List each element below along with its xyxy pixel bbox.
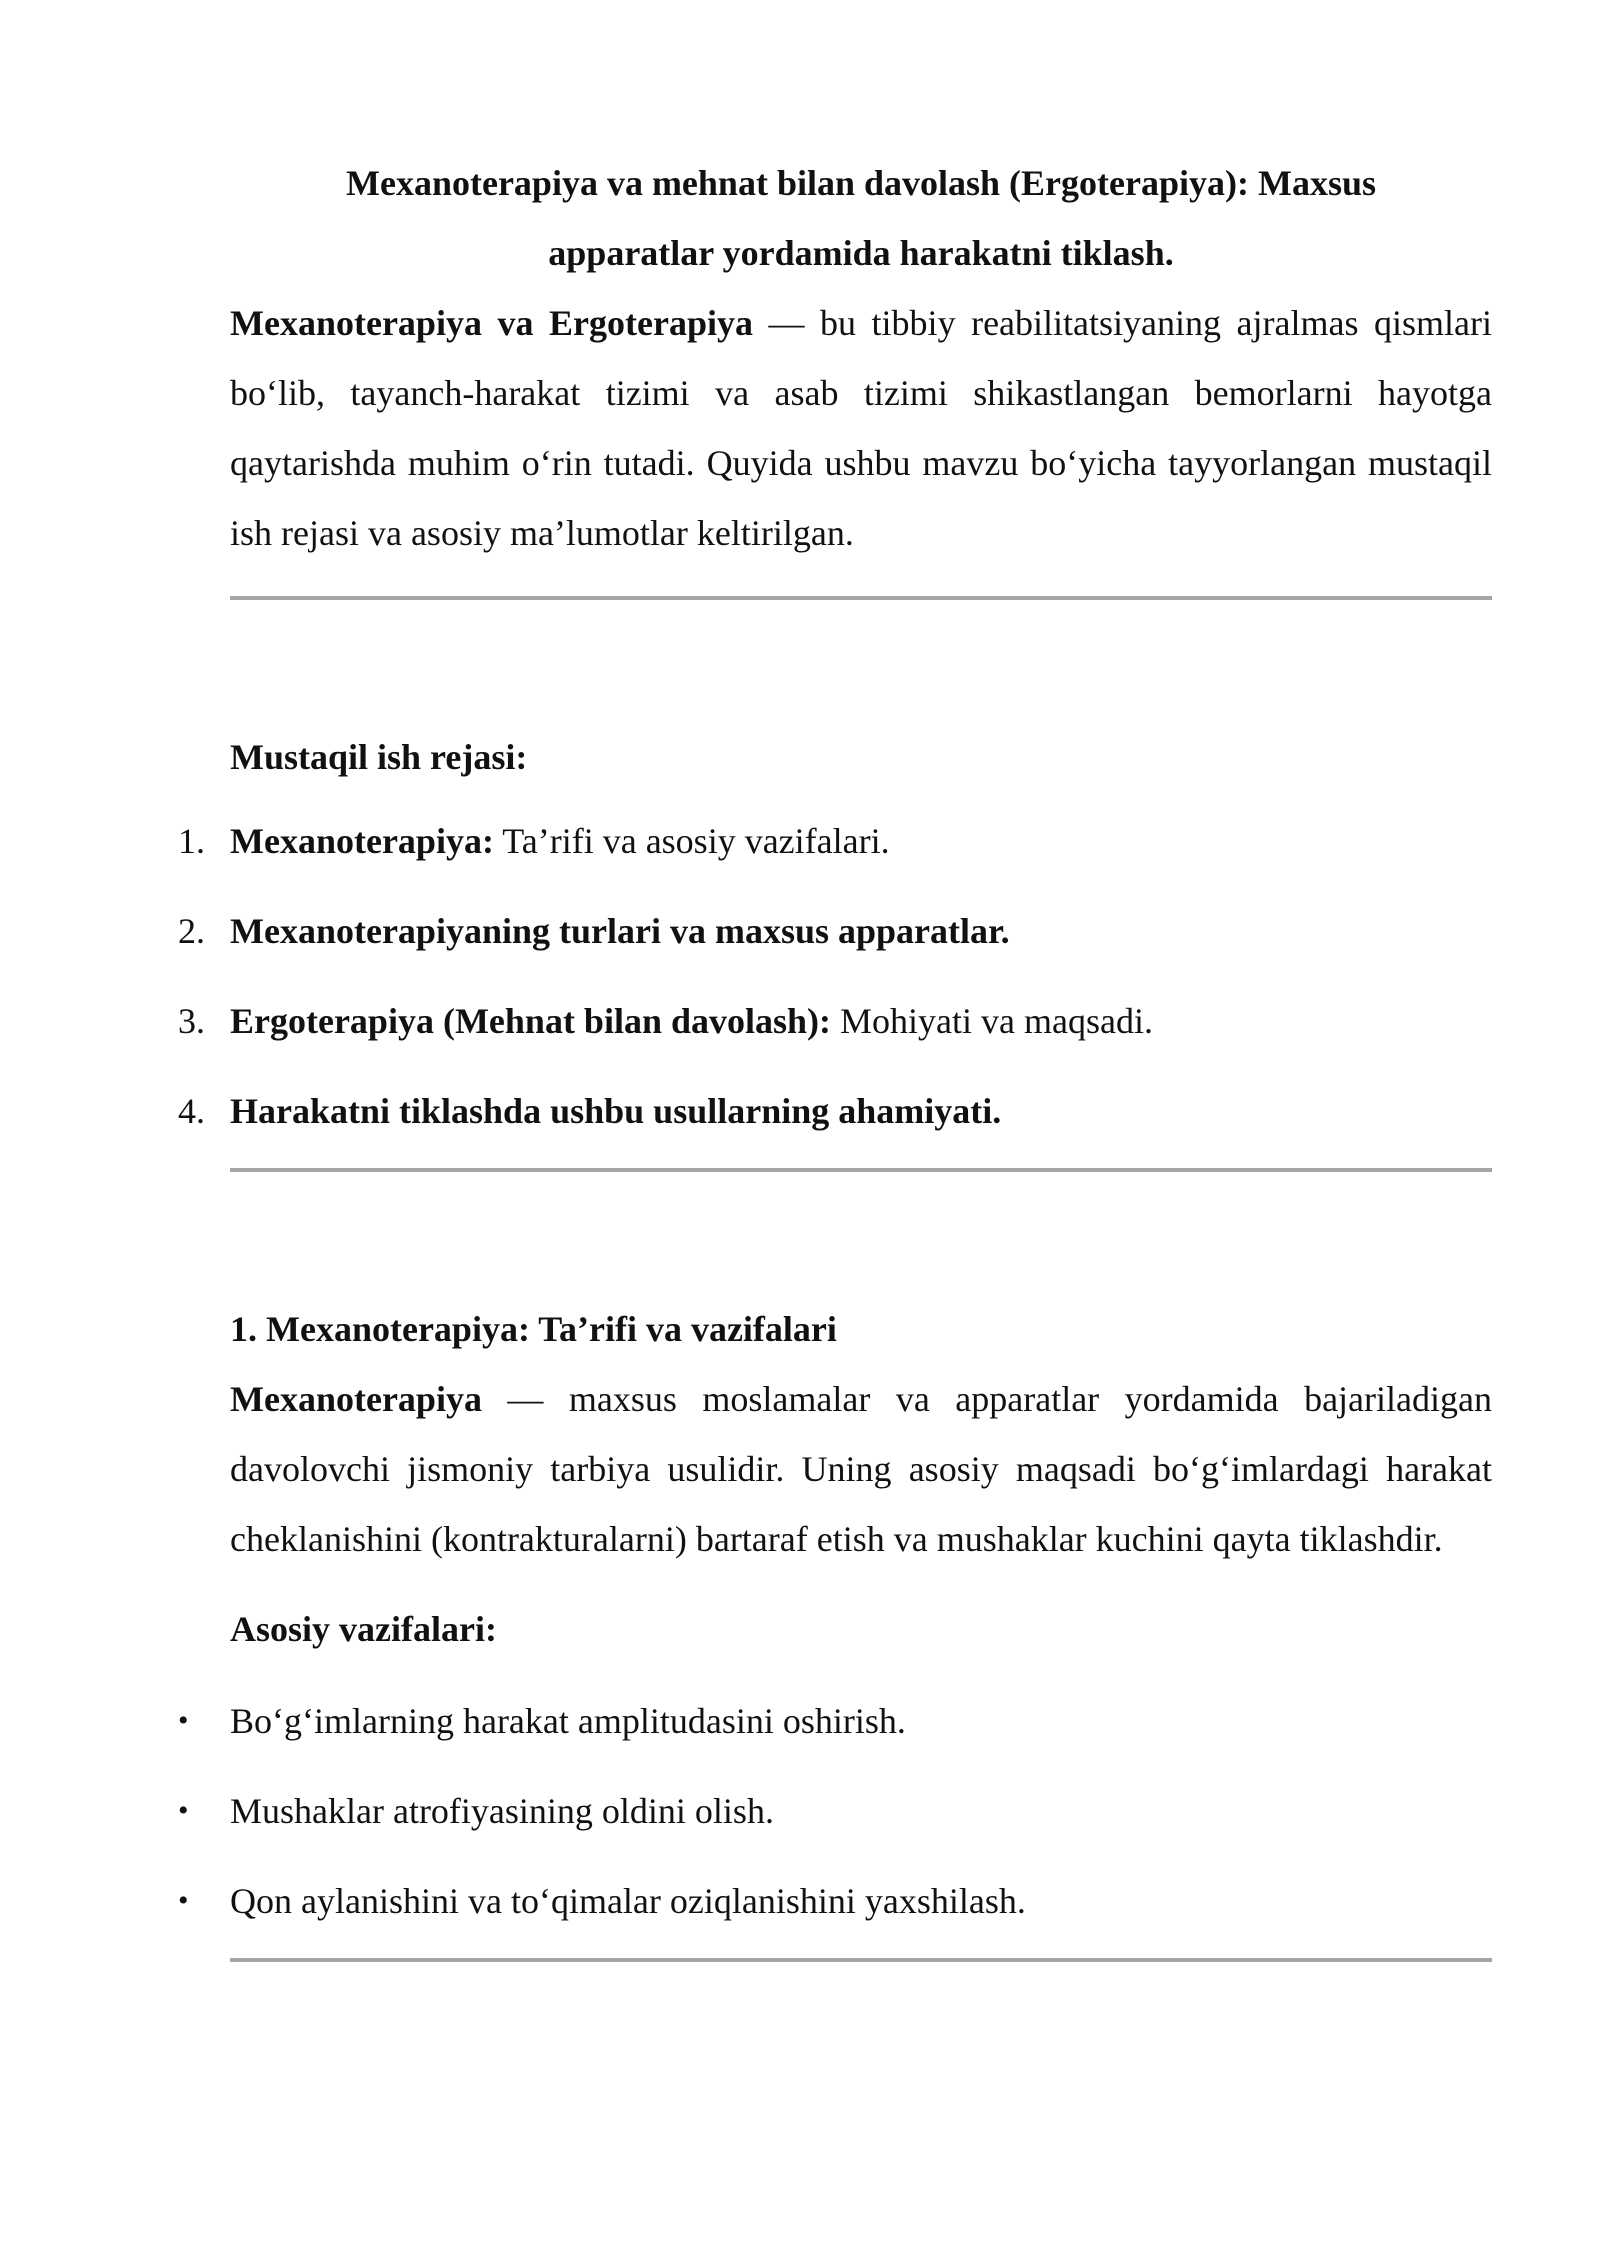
plan-item-bold: Mexanoterapiya: (230, 821, 494, 861)
task-item (178, 1766, 1492, 1856)
divider-2 (230, 1168, 1492, 1172)
plan-item-number: 4. (178, 1091, 205, 1131)
tasks-heading: Asosiy vazifalari: (230, 1609, 497, 1649)
plan-heading: Mustaqil ish rejasi: (230, 737, 528, 777)
intro-text: — bu tibbiy reabilitatsiyaning ajralmas qismlari bo‘lib, tayanch-harakat tizimi va asab tizimi shikastlangan bemorlarni hayotga qaytarishda muhim o‘rin tutadi. Quyida ushbu mavzu bo‘yicha tayyorlangan mustaqil ish rejasi va asosiy ma’lumotlar keltirilgan. (230, 303, 1492, 553)
plan-item-bold: Ergoterapiya (Mehnat bilan davolash): (230, 1001, 832, 1041)
plan-item-rest: Ta’rifi va asosiy vazifalari. (493, 821, 890, 861)
intro-paragraph (230, 288, 1492, 568)
bullet-icon: • (178, 1794, 189, 1827)
section1-text: — maxsus moslamalar va apparatlar yordamida bajariladigan davolovchi jismoniy tarbiya usulidir. Uning asosiy maqsadi bo‘g‘imlardagi harakat cheklanishini (kontrakturalarni) bartaraf etish va mushaklar kuchini qayta tiklashdir. (230, 1379, 1492, 1559)
plan-item-rest: Mohiyati va maqsadi. (831, 1001, 1153, 1041)
plan-item-number: 1. (178, 821, 205, 861)
plan-list (178, 796, 1492, 1156)
plan-item (178, 976, 1492, 1066)
plan-item-number: 2. (178, 911, 205, 951)
document-body (178, 148, 1492, 1962)
section1-heading: 1. Mexanoterapiya: Ta’rifi va vazifalari (230, 1309, 837, 1349)
task-text: Mushaklar atrofiyasining oldini olish. (230, 1791, 774, 1831)
intro-lead: Mexanoterapiya va Ergoterapiya (230, 303, 753, 343)
plan-item (178, 886, 1492, 976)
plan-item (178, 1066, 1492, 1156)
section1-lead: Mexanoterapiya (230, 1379, 482, 1419)
document-title: Mexanoterapiya va mehnat bilan davolash (Ergoterapiya): Maxsus apparatlar yordamida harakatni tiklash. (346, 163, 1376, 273)
plan-item (178, 796, 1492, 886)
plan-item-number: 3. (178, 1001, 205, 1041)
task-item (178, 1856, 1492, 1946)
bullet-icon: • (178, 1704, 189, 1737)
task-text: Qon aylanishini va to‘qimalar oziqlanishini yaxshilash. (230, 1881, 1026, 1921)
plan-item-bold: Harakatni tiklashda ushbu usullarning ahamiyati. (230, 1091, 1002, 1131)
task-item (178, 1676, 1492, 1766)
divider-3 (230, 1958, 1492, 1962)
divider-1 (230, 596, 1492, 600)
task-text: Bo‘g‘imlarning harakat amplitudasini oshirish. (230, 1701, 906, 1741)
section1-paragraph (230, 1364, 1492, 1574)
tasks-list (178, 1676, 1492, 1946)
plan-item-bold: Mexanoterapiyaning turlari va maxsus apparatlar. (230, 911, 1010, 951)
bullet-icon: • (178, 1884, 189, 1917)
